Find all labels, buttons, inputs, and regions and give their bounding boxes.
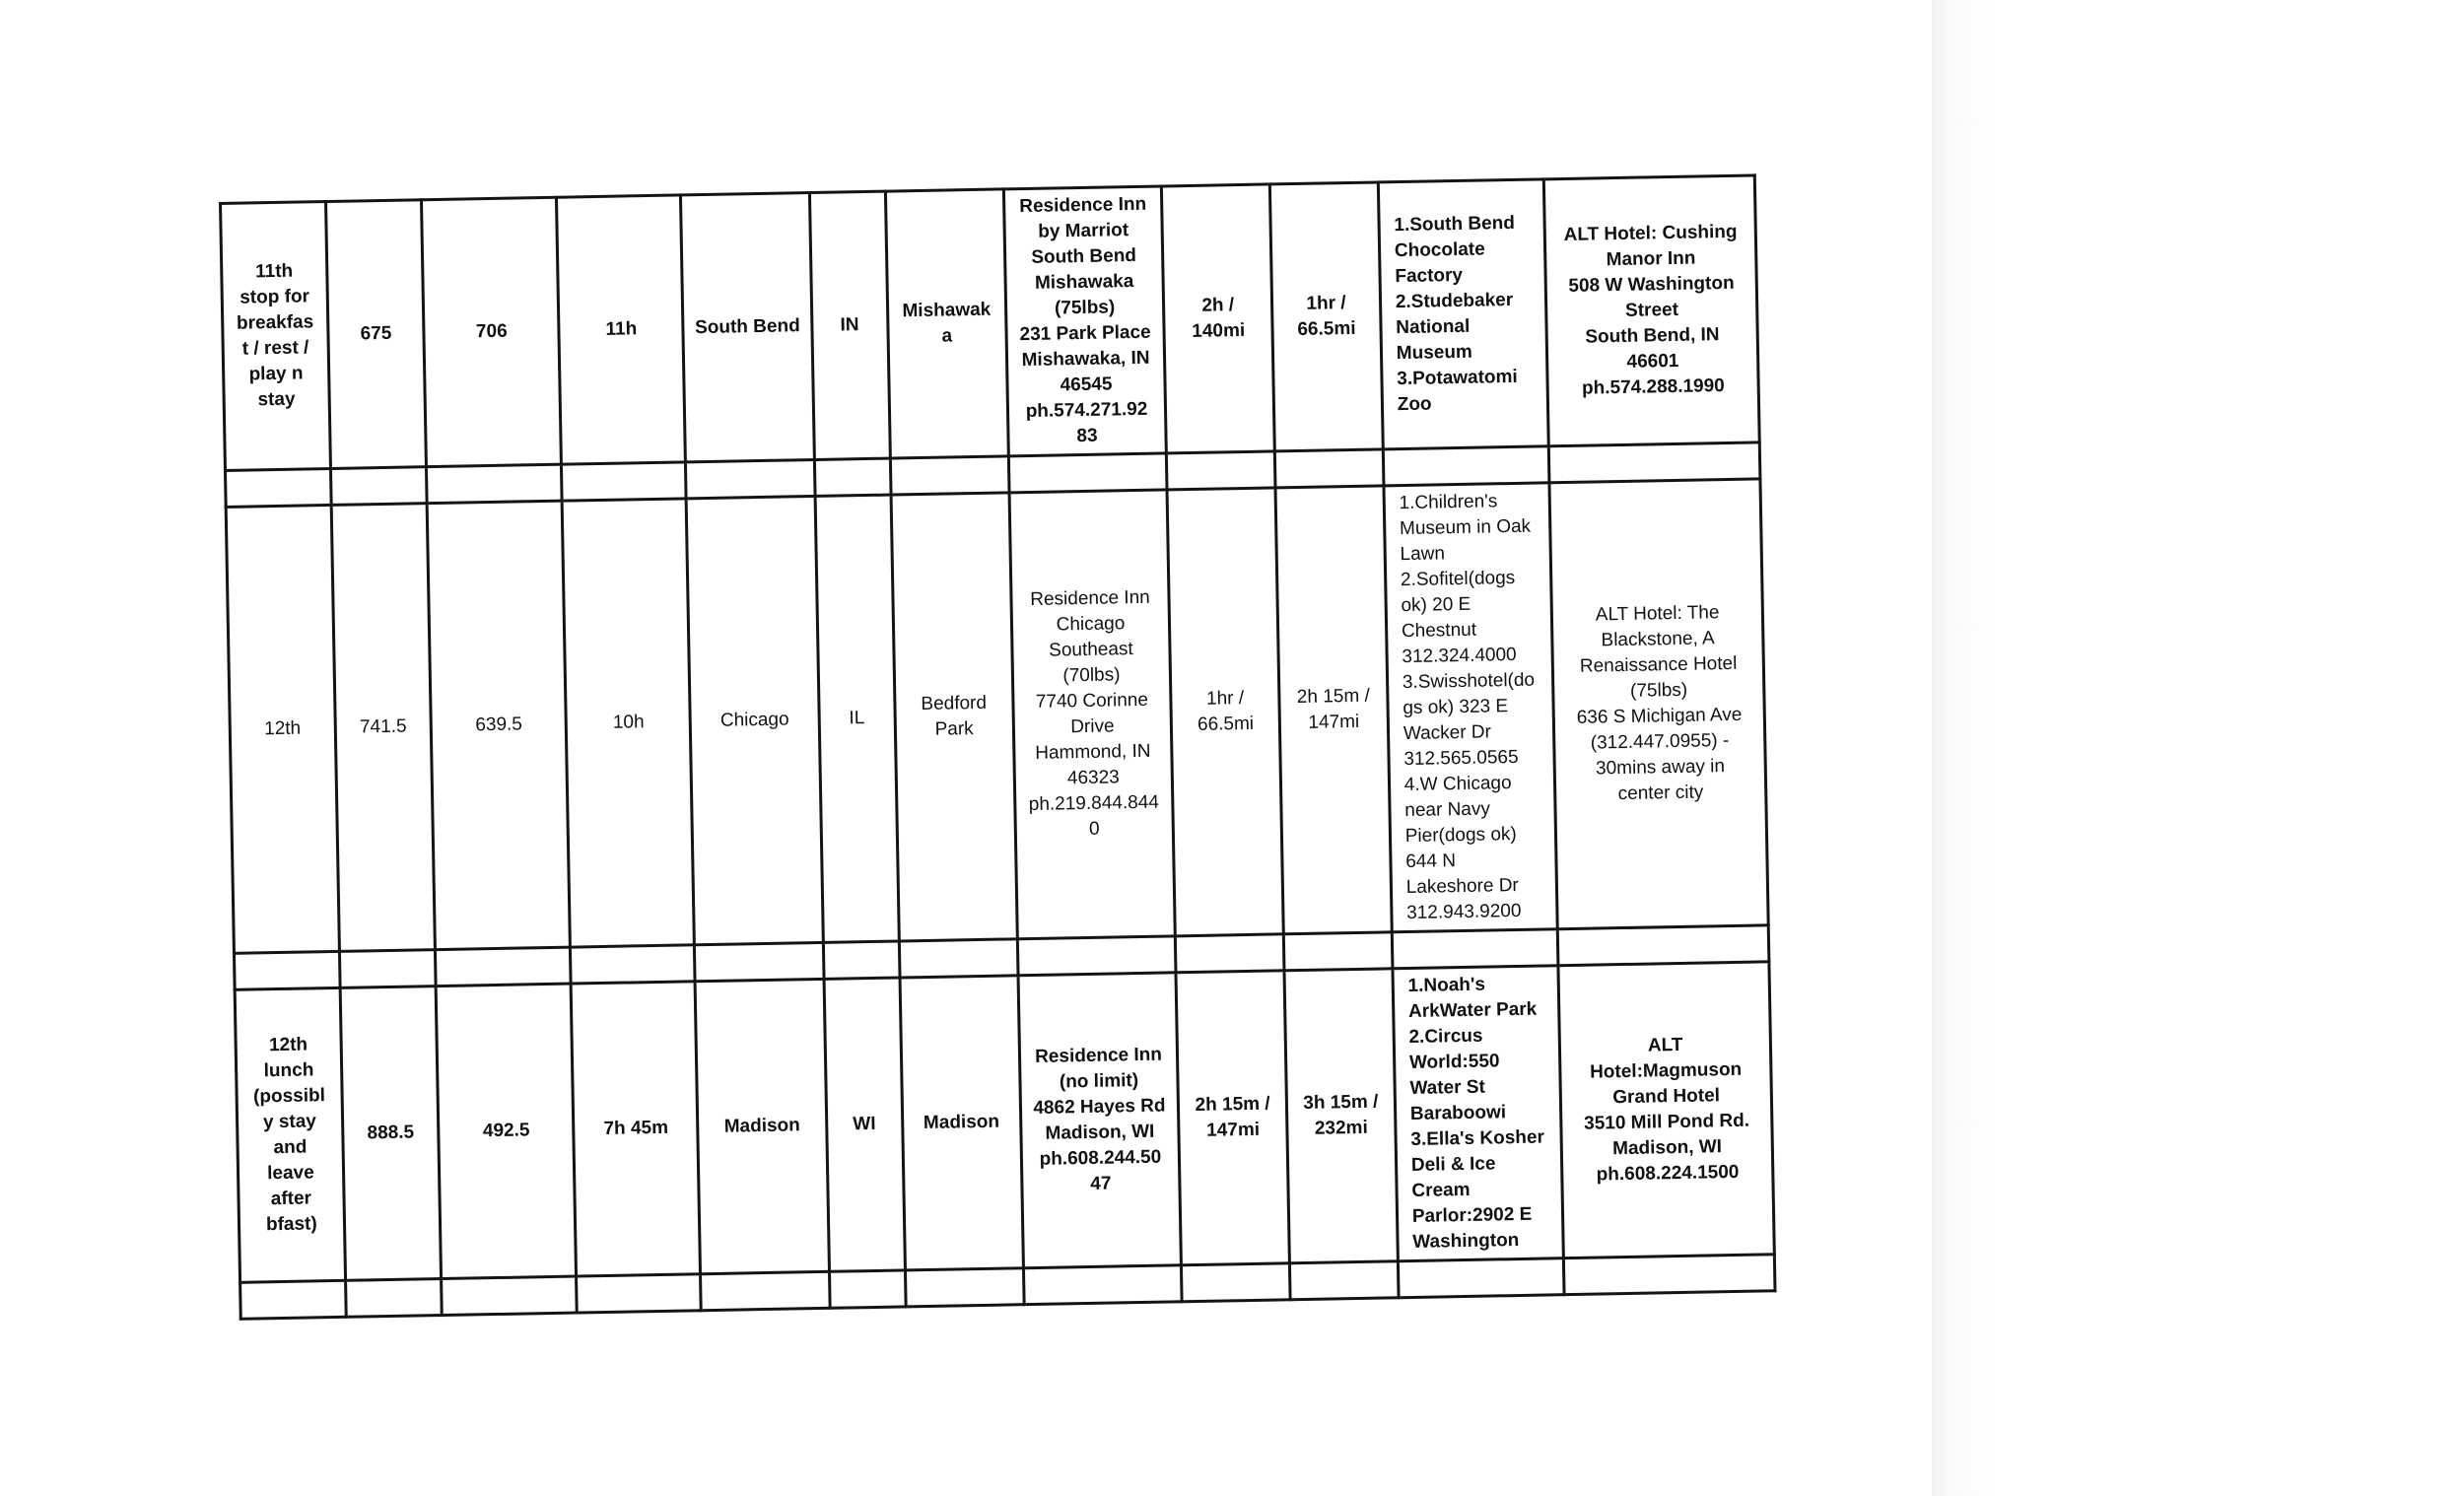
attractions-cell: 1.Noah's ArkWater Park 2.Circus World:550 Water St Baraboowi 3.Ella's Kosher Deli & Ice Cream Parlor:2902 E Washington: [1393, 966, 1564, 1261]
hotel-cell: Residence Inn by Marriot South Bend Mishawaka (75lbs) 231 Park Place Mishawaka, IN 46545 ph.574.271.92 83: [1003, 186, 1167, 456]
state-cell: WI: [824, 978, 906, 1271]
leg-time-cell: 2h 15m / 147mi: [1275, 486, 1392, 934]
value-cell: 492.5: [436, 984, 577, 1278]
city-cell: Madison: [696, 979, 829, 1273]
hotel-cell: Residence Inn (no limit) 4862 Hayes Rd Madison, WI ph.608.244.50 47: [1018, 973, 1182, 1268]
value-cell: 706: [422, 197, 562, 466]
leg-time-cell: 2h 15m / 147mi: [1176, 971, 1289, 1265]
hotel-city-cell: Bedford Park: [891, 493, 1017, 941]
city-cell: South Bend: [681, 193, 814, 462]
drive-time-cell: 11h: [557, 195, 686, 464]
leg-time-cell: 1hr / 66.5mi: [1269, 182, 1383, 451]
leg-time-cell: 3h 15m / 232mi: [1284, 969, 1398, 1263]
attractions-cell: 1.South Bend Chocolate Factory 2.Studebaker National Museum 3.Potawatomi Zoo: [1378, 179, 1549, 449]
drive-time-cell: 10h: [563, 499, 695, 947]
alt-hotel-cell: ALT Hotel: Cushing Manor Inn 508 W Washington Street South Bend, IN 46601 ph.574.288.1990: [1544, 175, 1759, 446]
table-row: [235, 962, 1774, 1282]
day-cell: 12th: [226, 505, 339, 953]
itinerary-table: [219, 173, 1777, 1320]
alt-hotel-cell: ALT Hotel: The Blackstone, A Renaissance Hotel (75lbs) 636 S Michigan Ave (312.447.0955) - 30mins away in center city: [1549, 479, 1768, 929]
table-row: [221, 175, 1760, 470]
hotel-city-cell: Mishawak a: [885, 189, 1008, 458]
day-cell: 12th lunch (possibl y stay and leave after bfast): [235, 987, 345, 1282]
value-cell: 675: [325, 200, 427, 469]
hotel-cell: Residence Inn Chicago Southeast (70lbs) 7740 Corinne Drive Hammond, IN 46323 ph.219.844.844 0: [1009, 490, 1176, 939]
value-cell: 741.5: [331, 504, 436, 952]
table-row: [226, 479, 1768, 953]
hotel-city-cell: Madison: [900, 976, 1023, 1270]
state-cell: IN: [809, 191, 890, 459]
scan-edge-shadow: [1932, 0, 2464, 1496]
value-cell: 888.5: [340, 986, 442, 1281]
attractions-cell: 1.Children's Museum in Oak Lawn 2.Sofitel(dogs ok) 20 E Chestnut 312.324.4000 3.Swisshotel(do gs ok) 323 E Wacker Dr 312.565.0565 4.W Chicago near Navy Pier(dogs ok) 644 N Lakeshore Dr 312.943.9200: [1384, 483, 1558, 932]
leg-time-cell: 2h / 140mi: [1162, 184, 1275, 453]
alt-hotel-cell: ALT Hotel:Magmuson Grand Hotel 3510 Mill Pond Rd. Madison, WI ph.608.224.1500: [1558, 962, 1774, 1258]
city-cell: Chicago: [687, 496, 823, 944]
state-cell: IL: [815, 495, 900, 942]
value-cell: 639.5: [427, 501, 570, 949]
leg-time-cell: 1hr / 66.5mi: [1167, 488, 1283, 936]
drive-time-cell: 7h 45m: [572, 982, 701, 1276]
day-cell: 11th stop for breakfas t / rest / play n stay: [221, 202, 331, 471]
